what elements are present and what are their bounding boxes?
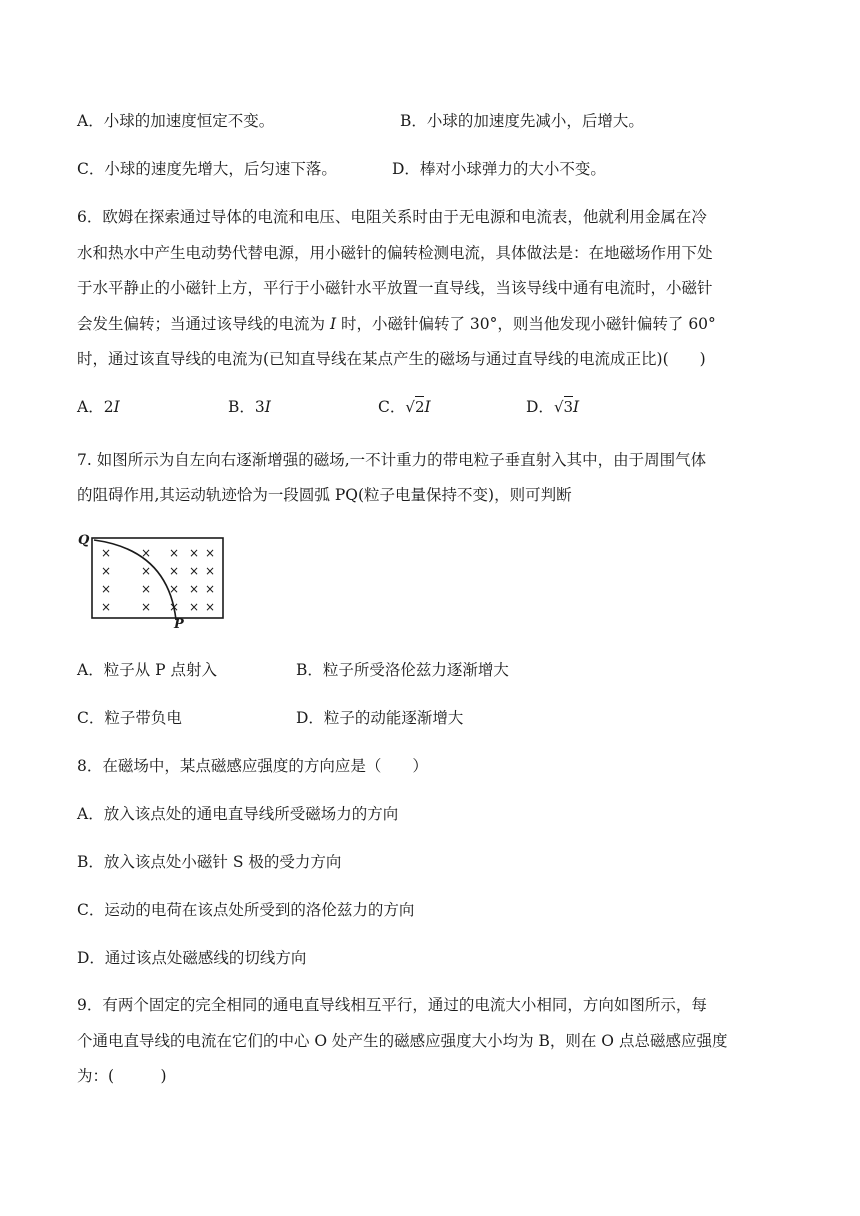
field-mark: × (188, 546, 200, 560)
q7-option-a: A．粒子从 P 点射入 (77, 661, 217, 679)
field-mark: × (204, 600, 216, 614)
field-mark: × (140, 582, 152, 596)
q8-option-a: A．放入该点处的通电直导线所受磁场力的方向 (77, 805, 399, 823)
field-region (92, 538, 223, 618)
field-mark: × (168, 564, 180, 578)
field-mark: × (140, 546, 152, 560)
field-mark: × (168, 582, 180, 596)
q8-option-d: D．通过该点处磁感线的切线方向 (77, 949, 307, 967)
q8-stem: 8．在磁场中，某点磁感应强度的方向应是（ ） (77, 757, 428, 775)
point-p-label: P (174, 617, 184, 630)
q6-line: 水和热水中产生电动势代替电源，用小磁针的偏转检测电流，具体做法是：在地磁场作用下处 (77, 243, 713, 262)
field-mark: × (100, 564, 112, 578)
q9-line: 9．有两个固定的完全相同的通电直导线相互平行，通过的电流大小相同，方向如图所示，每 (77, 996, 707, 1014)
q6-option-c: C．√2I (378, 398, 431, 416)
q7-option-d: D．粒子的动能逐渐增大 (296, 709, 464, 727)
q6-line: 6．欧姆在探索通过导体的电流和电压、电阻关系时由于无电源和电流表，他就利用金属在冷 (77, 208, 707, 226)
q5-option-a: A．小球的加速度恒定不变。 (77, 112, 275, 130)
field-mark: × (100, 582, 112, 596)
q6-option-d: D．√3I (526, 398, 580, 416)
q8-option-c: C．运动的电荷在该点处所受到的洛伦兹力的方向 (77, 901, 415, 919)
field-mark: × (204, 582, 216, 596)
q6-option-a: A．2I (77, 398, 120, 416)
q6-stem (77, 206, 787, 384)
field-mark: × (100, 600, 112, 614)
q6-line: 于水平静止的小磁针上方，平行于小磁针水平放置一直导线，当该导线中通有电流时，小磁针 (77, 279, 713, 297)
q8-option-b: B．放入该点处小磁针 S 极的受力方向 (77, 853, 342, 871)
q9-stem (77, 994, 787, 1101)
q5-option-c: C．小球的速度先增大，后匀速下落。 (77, 160, 337, 178)
q7-option-c: C．粒子带负电 (77, 709, 182, 727)
q9-line: 为：( ) (77, 1067, 167, 1085)
field-mark: × (100, 546, 112, 560)
field-mark: × (168, 546, 180, 560)
point-q-label: Q (78, 533, 90, 548)
magnetic-field-figure (76, 530, 236, 630)
q5-option-d: D．棒对小球弹力的大小不变。 (392, 160, 606, 178)
field-marks (101, 546, 215, 614)
field-mark: × (140, 564, 152, 578)
sqrt-symbol: √2 (405, 398, 425, 416)
field-mark: × (188, 582, 200, 596)
q6-option-b: B．3I (228, 398, 271, 416)
q7-line: 的阻碍作用,其运动轨迹恰为一段圆弧 PQ(粒子电量保持不变)，则可判断 (77, 486, 572, 504)
q5-option-b: B．小球的加速度先减小，后增大。 (400, 112, 644, 130)
field-mark: × (188, 600, 200, 614)
field-mark: × (204, 546, 216, 560)
field-mark: × (168, 600, 180, 614)
q6-line: 会发生偏转；当通过该导线的电流为 I 时，小磁针偏转了 30°，则当他发现小磁针偏转了 60° (77, 314, 716, 333)
q7-line: 7. 如图所示为自左向右逐渐增强的磁场,一不计重力的带电粒子垂直射入其中，由于周围气体 (77, 451, 707, 469)
field-mark: × (140, 600, 152, 614)
q9-line: 个通电直导线的电流在它们的中心 O 处产生的磁感应强度大小均为 B，则在 O 点总磁感应强度 (77, 1031, 728, 1050)
sqrt-symbol: √3 (553, 398, 574, 416)
q7-option-b: B．粒子所受洛伦兹力逐渐增大 (296, 661, 509, 679)
field-mark: × (204, 564, 216, 578)
q6-line: 时，通过该直导线的电流为(已知直导线在某点产生的磁场与通过直导线的电流成正比)( ) (77, 350, 706, 368)
field-mark: × (188, 564, 200, 578)
